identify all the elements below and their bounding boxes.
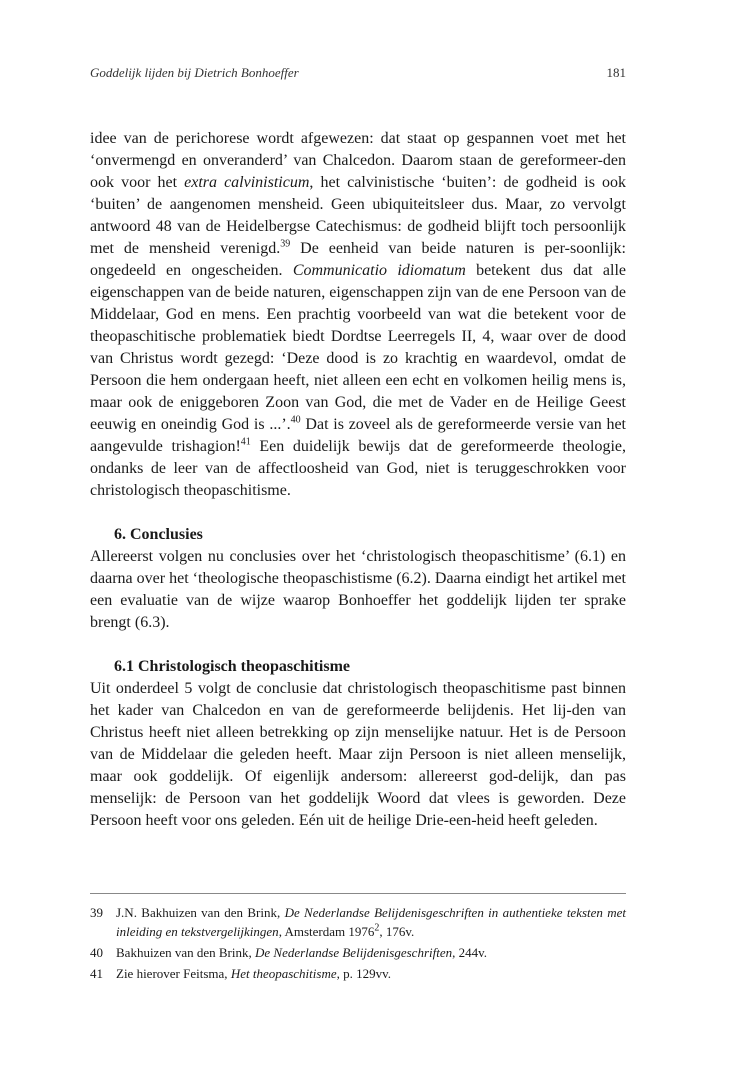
text-run: , p. 129vv. (336, 966, 392, 981)
text-run: Dat is zoveel als de gereformeerde versie van het aangevulde trishagion! (90, 416, 627, 455)
footnote-41 (90, 964, 626, 983)
main-text (90, 128, 626, 832)
text-run: Een duidelijk bewijs dat de gereformeerde theologie, ondanks de leer van de affectloosheid van God, niet is teruggeschrokken voor christologisch theopaschitisme. (90, 438, 627, 499)
text-run: betekent dus dat alle eigenschappen van de beide naturen, eigenschappen zijn van de ene Persoon van de Middelaar, God en mens. Een prachtig voorbeeld van wat die betekent voor de theopaschitische problematiek biedt Dordtse Leerregels II, 4, waar over de dood van Christus wordt gezegd: ‘Deze dood is zo krachtig en waardevol, omdat de Persoon die hem ondergaan heeft, niet alleen een echt en volkomen heilig mens is, maar ook de eniggeboren Zoon van God, die met de Vader en de Heilige Geest eeuwig en oneindig God is ...’. (90, 262, 627, 433)
footnote-divider (90, 893, 626, 894)
footnote-ref-41: 41 (240, 436, 251, 448)
section-heading-conclusies: 6. Conclusies (114, 526, 203, 543)
text-run: Zie hierover Feitsma, (116, 966, 231, 981)
footnotes (90, 903, 626, 985)
text-run: Bakhuizen van den Brink, (116, 945, 255, 960)
footnote-39 (90, 903, 626, 941)
footnote-text (116, 903, 626, 941)
footnote-40 (90, 943, 626, 962)
text-run: , 176v. (379, 924, 415, 939)
edition-superscript: 2 (374, 922, 380, 934)
page-number: 181 (606, 65, 626, 80)
italic-term: extra calvinisticum (184, 174, 310, 191)
text-run: , 244v. (452, 945, 488, 960)
text-run: , het calvinistische ‘buiten’: de godheid is ook ‘buiten’ de aangenomen mensheid. Geen ubiquiteitsleer dus. Maar, zo vervolgt antwoord 48 van de Heidelbergse Catechismus: de godheid blijft toch persoonlijk met de mensheid verenigd. (90, 174, 627, 257)
footnote-ref-39: 39 (280, 238, 291, 250)
italic-title: De Nederlandse Belijdenisgeschriften in authentieke teksten met inleiding en tekstvergelijkingen (116, 905, 626, 939)
paragraph-conclusies: Allereerst volgen nu conclusies over het ‘christologisch theopaschitisme’ (6.1) en daarna over het ‘theologische theopaschistisme (6.2). Daarna eindigt het artikel met een evaluatie van de wijze waarop Bonhoeffer het goddelijk lijden ter sprake brengt (6.3). (90, 548, 626, 631)
text-run: De eenheid van beide naturen is per-soonlijk: ongedeeld en ongescheiden. (90, 240, 627, 279)
italic-title: De Nederlandse Belijdenisgeschriften (255, 945, 453, 960)
footnote-number: 40 (90, 945, 103, 960)
running-header (90, 64, 626, 82)
italic-title: Het theopaschitisme (230, 966, 337, 981)
footnote-number: 41 (90, 966, 103, 981)
paragraph-perichorese (90, 128, 626, 502)
text-run: idee van de perichorese wordt afgewezen: dat staat op gespannen voet met het ‘onvermengd en onveranderd’ van Chalcedon. Daarom staan de gereformeer-den ook voor het (90, 130, 626, 191)
footnote-ref-40: 40 (290, 414, 301, 426)
footnote-text (116, 943, 626, 962)
paragraph-christologisch: Uit onderdeel 5 volgt de conclusie dat christologisch theopaschitisme past binnen het kader van Chalcedon en van de gereformeerde belijdenis. Het lij-den van Christus heeft niet alleen betrekking op zijn menselijke natuur. Het is de Persoon van de Middelaar die geleden heeft. Maar zijn Persoon is niet alleen menselijk, maar ook goddelijk. Of eigenlijk andersom: allereerst god-delijk, dan pas menselijk: de Persoon van het goddelijk Woord dat vlees is geworden. Deze Persoon heeft voor ons geleden. Eén uit de heilige Drie-een-heid heeft geleden. (90, 680, 626, 829)
italic-term: Communicatio idiomatum (292, 262, 466, 279)
running-title: Goddelijk lijden bij Dietrich Bonhoeffer (90, 65, 299, 80)
footnote-text (116, 964, 626, 983)
footnote-number: 39 (90, 905, 103, 920)
section-heading-christologisch: 6.1 Christologisch theopaschitisme (114, 658, 350, 675)
text-run: , Amsterdam 1976 (278, 924, 375, 939)
text-run: J.N. Bakhuizen van den Brink, (116, 905, 285, 920)
